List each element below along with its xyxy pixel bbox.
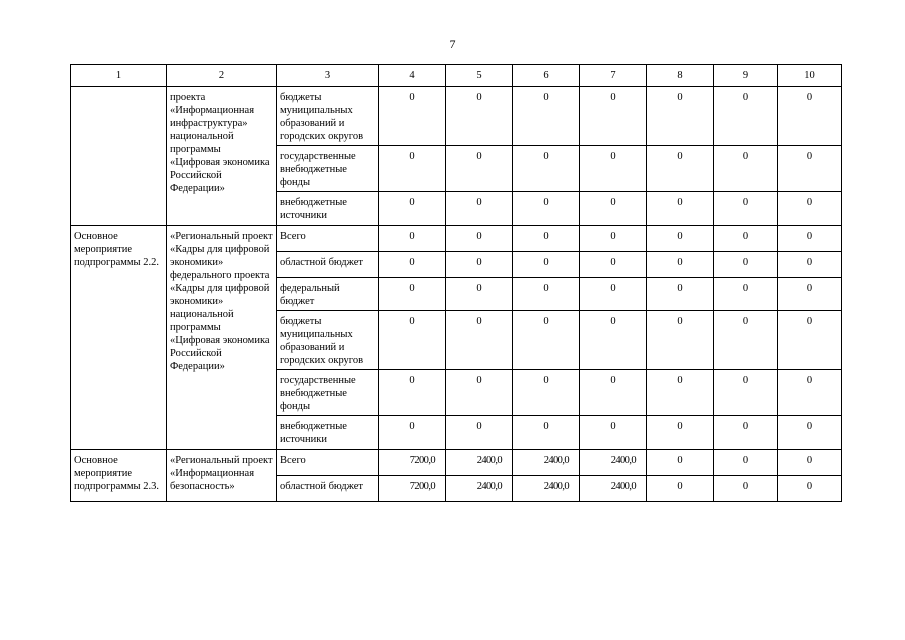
value-cell: 0 (446, 146, 513, 192)
value-cell: 0 (513, 252, 580, 278)
value-cell: 0 (647, 87, 714, 146)
value-cell: 0 (446, 278, 513, 311)
value-cell: 0 (778, 87, 842, 146)
value-cell: 2400,0 (580, 476, 647, 502)
value-cell: 0 (778, 146, 842, 192)
value-cell: 0 (714, 252, 778, 278)
value-cell: 0 (580, 226, 647, 252)
value-cell: 0 (446, 87, 513, 146)
value-cell: 0 (714, 192, 778, 226)
value-cell: 0 (778, 226, 842, 252)
funding-source-cell: государственные внебюджетные фонды (277, 146, 379, 192)
value-cell: 0 (647, 370, 714, 416)
activity-name-cell: Основное мероприятие подпрограммы 2.3. (71, 450, 167, 502)
funding-source-cell: государственные внебюджетные фонды (277, 370, 379, 416)
value-cell: 0 (580, 252, 647, 278)
value-cell: 0 (379, 146, 446, 192)
funding-source-cell: Всего (277, 226, 379, 252)
value-cell: 0 (647, 252, 714, 278)
value-cell: 2400,0 (513, 476, 580, 502)
column-header: 6 (513, 65, 580, 87)
value-cell: 0 (513, 192, 580, 226)
table-row (71, 450, 842, 476)
column-header: 9 (714, 65, 778, 87)
header-row (71, 65, 842, 87)
funding-source-cell: внебюджетные источники (277, 192, 379, 226)
value-cell: 0 (379, 311, 446, 370)
value-cell: 7200,0 (379, 450, 446, 476)
funding-source-cell: областной бюджет (277, 252, 379, 278)
value-cell: 0 (647, 311, 714, 370)
value-cell: 0 (379, 370, 446, 416)
column-header: 8 (647, 65, 714, 87)
value-cell: 0 (647, 192, 714, 226)
funding-source-cell: бюджеты муниципальных образований и городских округов (277, 311, 379, 370)
value-cell: 2400,0 (446, 476, 513, 502)
value-cell: 0 (379, 278, 446, 311)
activity-name-cell: Основное мероприятие подпрограммы 2.2. (71, 226, 167, 450)
value-cell: 0 (714, 450, 778, 476)
value-cell: 0 (580, 416, 647, 450)
value-cell: 0 (714, 226, 778, 252)
value-cell: 0 (647, 450, 714, 476)
value-cell: 0 (714, 87, 778, 146)
value-cell: 0 (778, 192, 842, 226)
value-cell: 0 (513, 370, 580, 416)
value-cell: 0 (778, 252, 842, 278)
value-cell: 0 (647, 226, 714, 252)
column-header: 10 (778, 65, 842, 87)
project-name-cell: «Региональный проект «Кадры для цифровой экономики» федерального проекта «Кадры для цифровой экономики» национальной программы «Цифровая экономика Российской Федерации» (167, 226, 277, 450)
value-cell: 0 (513, 146, 580, 192)
value-cell: 0 (580, 192, 647, 226)
value-cell: 0 (446, 370, 513, 416)
value-cell: 0 (714, 146, 778, 192)
value-cell: 0 (714, 370, 778, 416)
column-header: 2 (167, 65, 277, 87)
table-body (71, 87, 842, 502)
value-cell: 0 (778, 416, 842, 450)
value-cell: 0 (714, 416, 778, 450)
budget-table (70, 64, 842, 502)
value-cell: 0 (513, 278, 580, 311)
value-cell: 0 (446, 192, 513, 226)
table-row (71, 87, 842, 146)
value-cell: 0 (446, 416, 513, 450)
funding-source-cell: областной бюджет (277, 476, 379, 502)
funding-source-cell: Всего (277, 450, 379, 476)
value-cell: 0 (513, 87, 580, 146)
value-cell: 7200,0 (379, 476, 446, 502)
value-cell: 0 (379, 252, 446, 278)
value-cell: 0 (379, 416, 446, 450)
funding-source-cell: федеральный бюджет (277, 278, 379, 311)
value-cell: 0 (647, 278, 714, 311)
column-header: 7 (580, 65, 647, 87)
value-cell: 2400,0 (513, 450, 580, 476)
value-cell: 0 (778, 476, 842, 502)
value-cell: 0 (580, 370, 647, 416)
value-cell: 0 (513, 311, 580, 370)
column-header: 5 (446, 65, 513, 87)
value-cell: 0 (513, 226, 580, 252)
value-cell: 0 (379, 192, 446, 226)
value-cell: 0 (647, 146, 714, 192)
column-header: 4 (379, 65, 446, 87)
funding-source-cell: бюджеты муниципальных образований и городских округов (277, 87, 379, 146)
value-cell: 0 (778, 450, 842, 476)
value-cell: 0 (580, 87, 647, 146)
project-name-cell: проекта «Информационная инфраструктура» национальной программы «Цифровая экономика Российской Федерации» (167, 87, 277, 226)
funding-source-cell: внебюджетные источники (277, 416, 379, 450)
column-header: 3 (277, 65, 379, 87)
value-cell: 0 (446, 226, 513, 252)
value-cell: 0 (580, 311, 647, 370)
value-cell: 0 (580, 146, 647, 192)
page-number: 7 (449, 37, 456, 51)
value-cell: 0 (647, 476, 714, 502)
value-cell: 0 (513, 416, 580, 450)
value-cell: 0 (778, 278, 842, 311)
column-header: 1 (71, 65, 167, 87)
value-cell: 0 (379, 87, 446, 146)
value-cell: 0 (446, 252, 513, 278)
activity-name-cell (71, 87, 167, 226)
value-cell: 0 (714, 311, 778, 370)
value-cell: 0 (714, 278, 778, 311)
table-row (71, 226, 842, 252)
value-cell: 0 (647, 416, 714, 450)
value-cell: 0 (778, 370, 842, 416)
value-cell: 2400,0 (446, 450, 513, 476)
value-cell: 0 (714, 476, 778, 502)
value-cell: 0 (379, 226, 446, 252)
project-name-cell: «Региональный проект «Информационная безопасность» (167, 450, 277, 502)
value-cell: 2400,0 (580, 450, 647, 476)
value-cell: 0 (778, 311, 842, 370)
value-cell: 0 (446, 311, 513, 370)
value-cell: 0 (580, 278, 647, 311)
